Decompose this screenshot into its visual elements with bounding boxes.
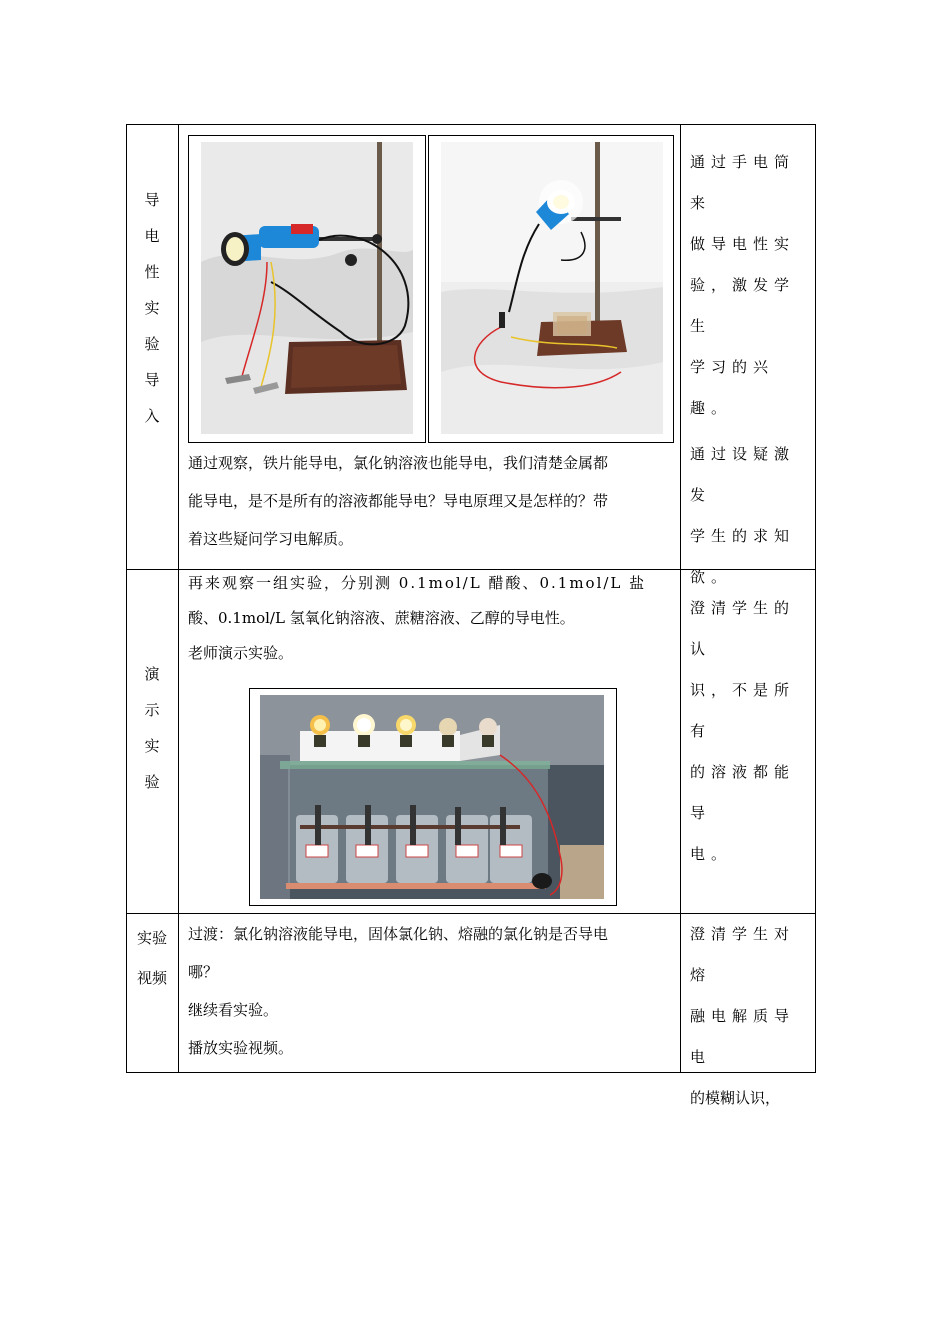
row2-note-line: 澄清学生的认	[690, 599, 796, 658]
row2-paragraph-line: 酸、0.1mol/L 氢氧化钠溶液、蔗糖溶液、乙醇的导电性。	[188, 609, 575, 627]
row1-label-char: 性	[144, 263, 160, 281]
row3-label-line: 视频	[136, 969, 167, 987]
row1-notes-top	[690, 142, 814, 429]
row2-note-line: 的溶液都能导	[690, 763, 796, 822]
row2-label	[126, 656, 178, 800]
row1-paragraph	[188, 444, 674, 558]
row2-label-char: 验	[144, 773, 160, 791]
column-divider-1	[178, 124, 179, 1073]
flashlight-photo-1	[188, 135, 426, 443]
row1-label-char: 入	[144, 407, 160, 425]
row1-paragraph-line: 能导电，是不是所有的溶液都能导电？导电原理又是怎样的？带	[188, 492, 609, 510]
row1-label-char: 导	[144, 371, 160, 389]
row2-label-char: 实	[144, 737, 160, 755]
flashlight-lit-image	[441, 142, 663, 434]
row3-note-line: 融电解质导电	[690, 1007, 796, 1066]
row1-label-char: 导	[144, 191, 160, 209]
row2-note-line: 电。	[690, 845, 733, 863]
row3-label	[126, 918, 178, 998]
row1-note-line: 做导电性实	[690, 235, 796, 253]
row3-paragraph	[188, 915, 674, 1067]
row1-note-line: 学习的兴趣。	[690, 358, 775, 417]
flashlight-stand-image	[201, 142, 413, 434]
bulb-demo-photo	[249, 688, 617, 906]
row1-note-line: 验，激发学生	[690, 276, 796, 335]
row2-paragraph-line: 老师演示实验。	[188, 644, 294, 662]
row2-note-line: 识，不是所有	[690, 681, 796, 740]
row2-label-char: 示	[144, 701, 160, 719]
row3-paragraph-line: 过渡：氯化钠溶液能导电，固体氯化钠、熔融的氯化钠是否导电	[188, 925, 609, 943]
row1-label	[126, 182, 178, 434]
row1-paragraph-line: 通过观察，铁片能导电，氯化钠溶液也能导电，我们清楚金属都	[188, 454, 609, 472]
row3-paragraph-line: 继续看实验。	[188, 1001, 279, 1019]
row2-notes	[690, 588, 814, 875]
conductivity-apparatus-image	[260, 695, 604, 899]
row1-label-char: 验	[144, 335, 160, 353]
row1-label-char: 电	[144, 227, 160, 245]
row3-label-line: 实验	[136, 929, 167, 947]
row2-paragraph-line: 再来观察一组实验，分别测 0.1mol/L 醋酸、0.1mol/L 盐	[188, 574, 647, 592]
row1-note-line: 欲。	[690, 568, 733, 586]
row3-notes	[690, 914, 814, 1119]
row3-note-line: 澄清学生对熔	[690, 925, 796, 984]
row1-note-line: 通过手电筒来	[690, 153, 796, 212]
row1-notes-bottom	[690, 434, 814, 598]
row3-paragraph-line: 播放实验视频。	[188, 1039, 294, 1057]
row2-label-char: 演	[144, 665, 160, 683]
row1-paragraph-line: 着这些疑问学习电解质。	[188, 530, 354, 548]
flashlight-photo-2	[428, 135, 674, 443]
column-divider-2	[680, 124, 681, 1073]
row3-paragraph-line: 哪？	[188, 963, 219, 981]
table-border-top	[126, 124, 816, 125]
row1-label-char: 实	[144, 299, 160, 317]
row1-note-line: 学生的求知	[690, 527, 796, 545]
row2-paragraph	[188, 566, 674, 671]
table-border-right	[815, 124, 816, 1073]
row1-note-line: 通过设疑激发	[690, 445, 796, 504]
row3-note-line: 的模糊认识，	[690, 1089, 781, 1107]
